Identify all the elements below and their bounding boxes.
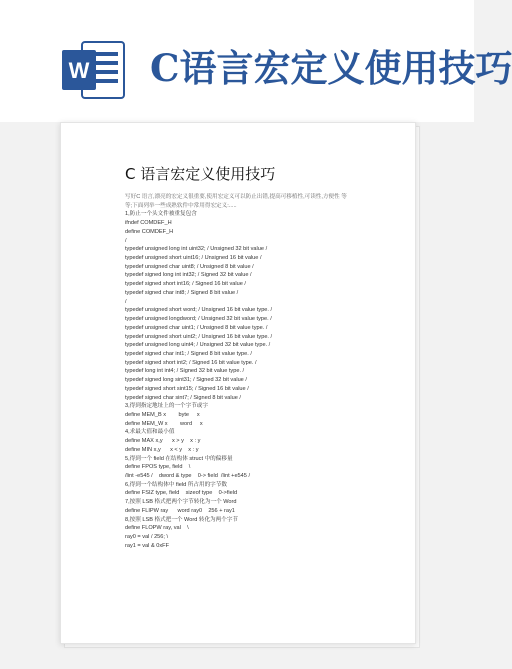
- document-line: typedef unsigned short word; / Unsigned 16 bit value type. /: [125, 307, 273, 314]
- document-line: 1,防止一个头文件被重复包含: [125, 211, 197, 218]
- document-line: ray0 = val / 256; \: [125, 534, 169, 541]
- document-line: typedef unsigned short uint2; / Unsigned 16 bit value type. /: [125, 333, 273, 340]
- document-line: define FSIZ type, field sizeof type 0->field: [125, 490, 238, 497]
- document-line: 8,按照 LSB 格式把一个 Word 转化为两个字节: [125, 516, 239, 523]
- document-line: typedef signed long int int32; / Signed 32 bit value /: [125, 272, 252, 279]
- document-line: define FLIPW ray word ray0 256 + ray1: [125, 507, 235, 514]
- document-line: typedef signed char int8; / Signed 8 bit value /: [125, 289, 239, 296]
- svg-text:W: W: [68, 58, 90, 83]
- document-line: ifndef COMDEF_H: [125, 220, 172, 227]
- document-line: 7,按照 LSB 格式把两个字节转化为一个 Word: [125, 499, 237, 506]
- document-line: ray1 = val & 0xFF: [125, 542, 169, 549]
- document-line: typedef unsigned longdword; / Unsigned 32 bit value type. /: [125, 316, 272, 323]
- banner-title: C语言宏定义使用技巧: [150, 46, 512, 90]
- document-line: 写好C 语言,漂亮的宏定义很重要,使用宏定义可以防止出错,提高可移植性,可读性,方便性 等: [125, 194, 347, 200]
- document-line: typedef unsigned char uint1; / Unsigned 8 bit value type. /: [125, 324, 268, 331]
- document-line: 5,得到一个 field 在结构体 struct 中的偏移量: [125, 455, 233, 462]
- document-line: define FLOPW ray, val \: [125, 525, 189, 532]
- document-line: typedef signed short int2; / Signed 16 bit value type. /: [125, 359, 257, 366]
- document-line: typedef unsigned char uint8; / Unsigned 8 bit value /: [125, 263, 254, 270]
- document-line: typedef signed short int16; / Signed 16 bit value /: [125, 281, 246, 288]
- document-line: typedef unsigned short uint16; / Unsigned 16 bit value /: [125, 255, 262, 262]
- document-line: /: [125, 237, 127, 244]
- document-line: define MAX x,y x > y x : y: [125, 438, 201, 445]
- document-line: 4,求最大值和最小值: [125, 429, 175, 436]
- document-line: typedef long int int4; / Signed 32 bit value type. /: [125, 368, 245, 375]
- document-line: 3,得到指定地址上的一个字节或字: [125, 403, 208, 410]
- document-line: typedef unsigned long uint4; / Unsigned 32 bit value type. /: [125, 342, 271, 349]
- word-document-icon: [60, 40, 126, 100]
- document-line: define COMDEF_H: [125, 228, 174, 235]
- document-line: typedef signed char sint7; / Signed 8 bit value /: [125, 394, 241, 401]
- document-title: C 语言宏定义使用技巧: [125, 165, 276, 183]
- document-line: typedef signed long sint31; / Signed 32 bit value /: [125, 377, 247, 384]
- document-line: define MEM_W x word x: [125, 420, 203, 427]
- document-line: define FPOS type, field \: [125, 464, 191, 471]
- document-line: define MIN x,y x < y x : y: [125, 446, 199, 453]
- document-line: 6,得到一个结构体中 field 所占用的字节数: [125, 481, 227, 488]
- document-line: 等;下面列举一些成熟软件中常用得宏定义:.....: [125, 202, 237, 209]
- document-line: typedef signed char int1; / Signed 8 bit value type. /: [125, 350, 252, 357]
- document-line: define MEM_B x byte x: [125, 411, 200, 418]
- document-body: [125, 193, 405, 550]
- document-line: /: [125, 298, 127, 305]
- document-line: typedef unsigned long int uint32; / Unsigned 32 bit value /: [125, 246, 268, 253]
- document-line: /lint -e545 / dword & type 0-> field /lint +e545 /: [125, 473, 250, 479]
- document-line: typedef signed short sint15; / Signed 16 bit value /: [125, 385, 249, 392]
- header-banner: [0, 0, 512, 122]
